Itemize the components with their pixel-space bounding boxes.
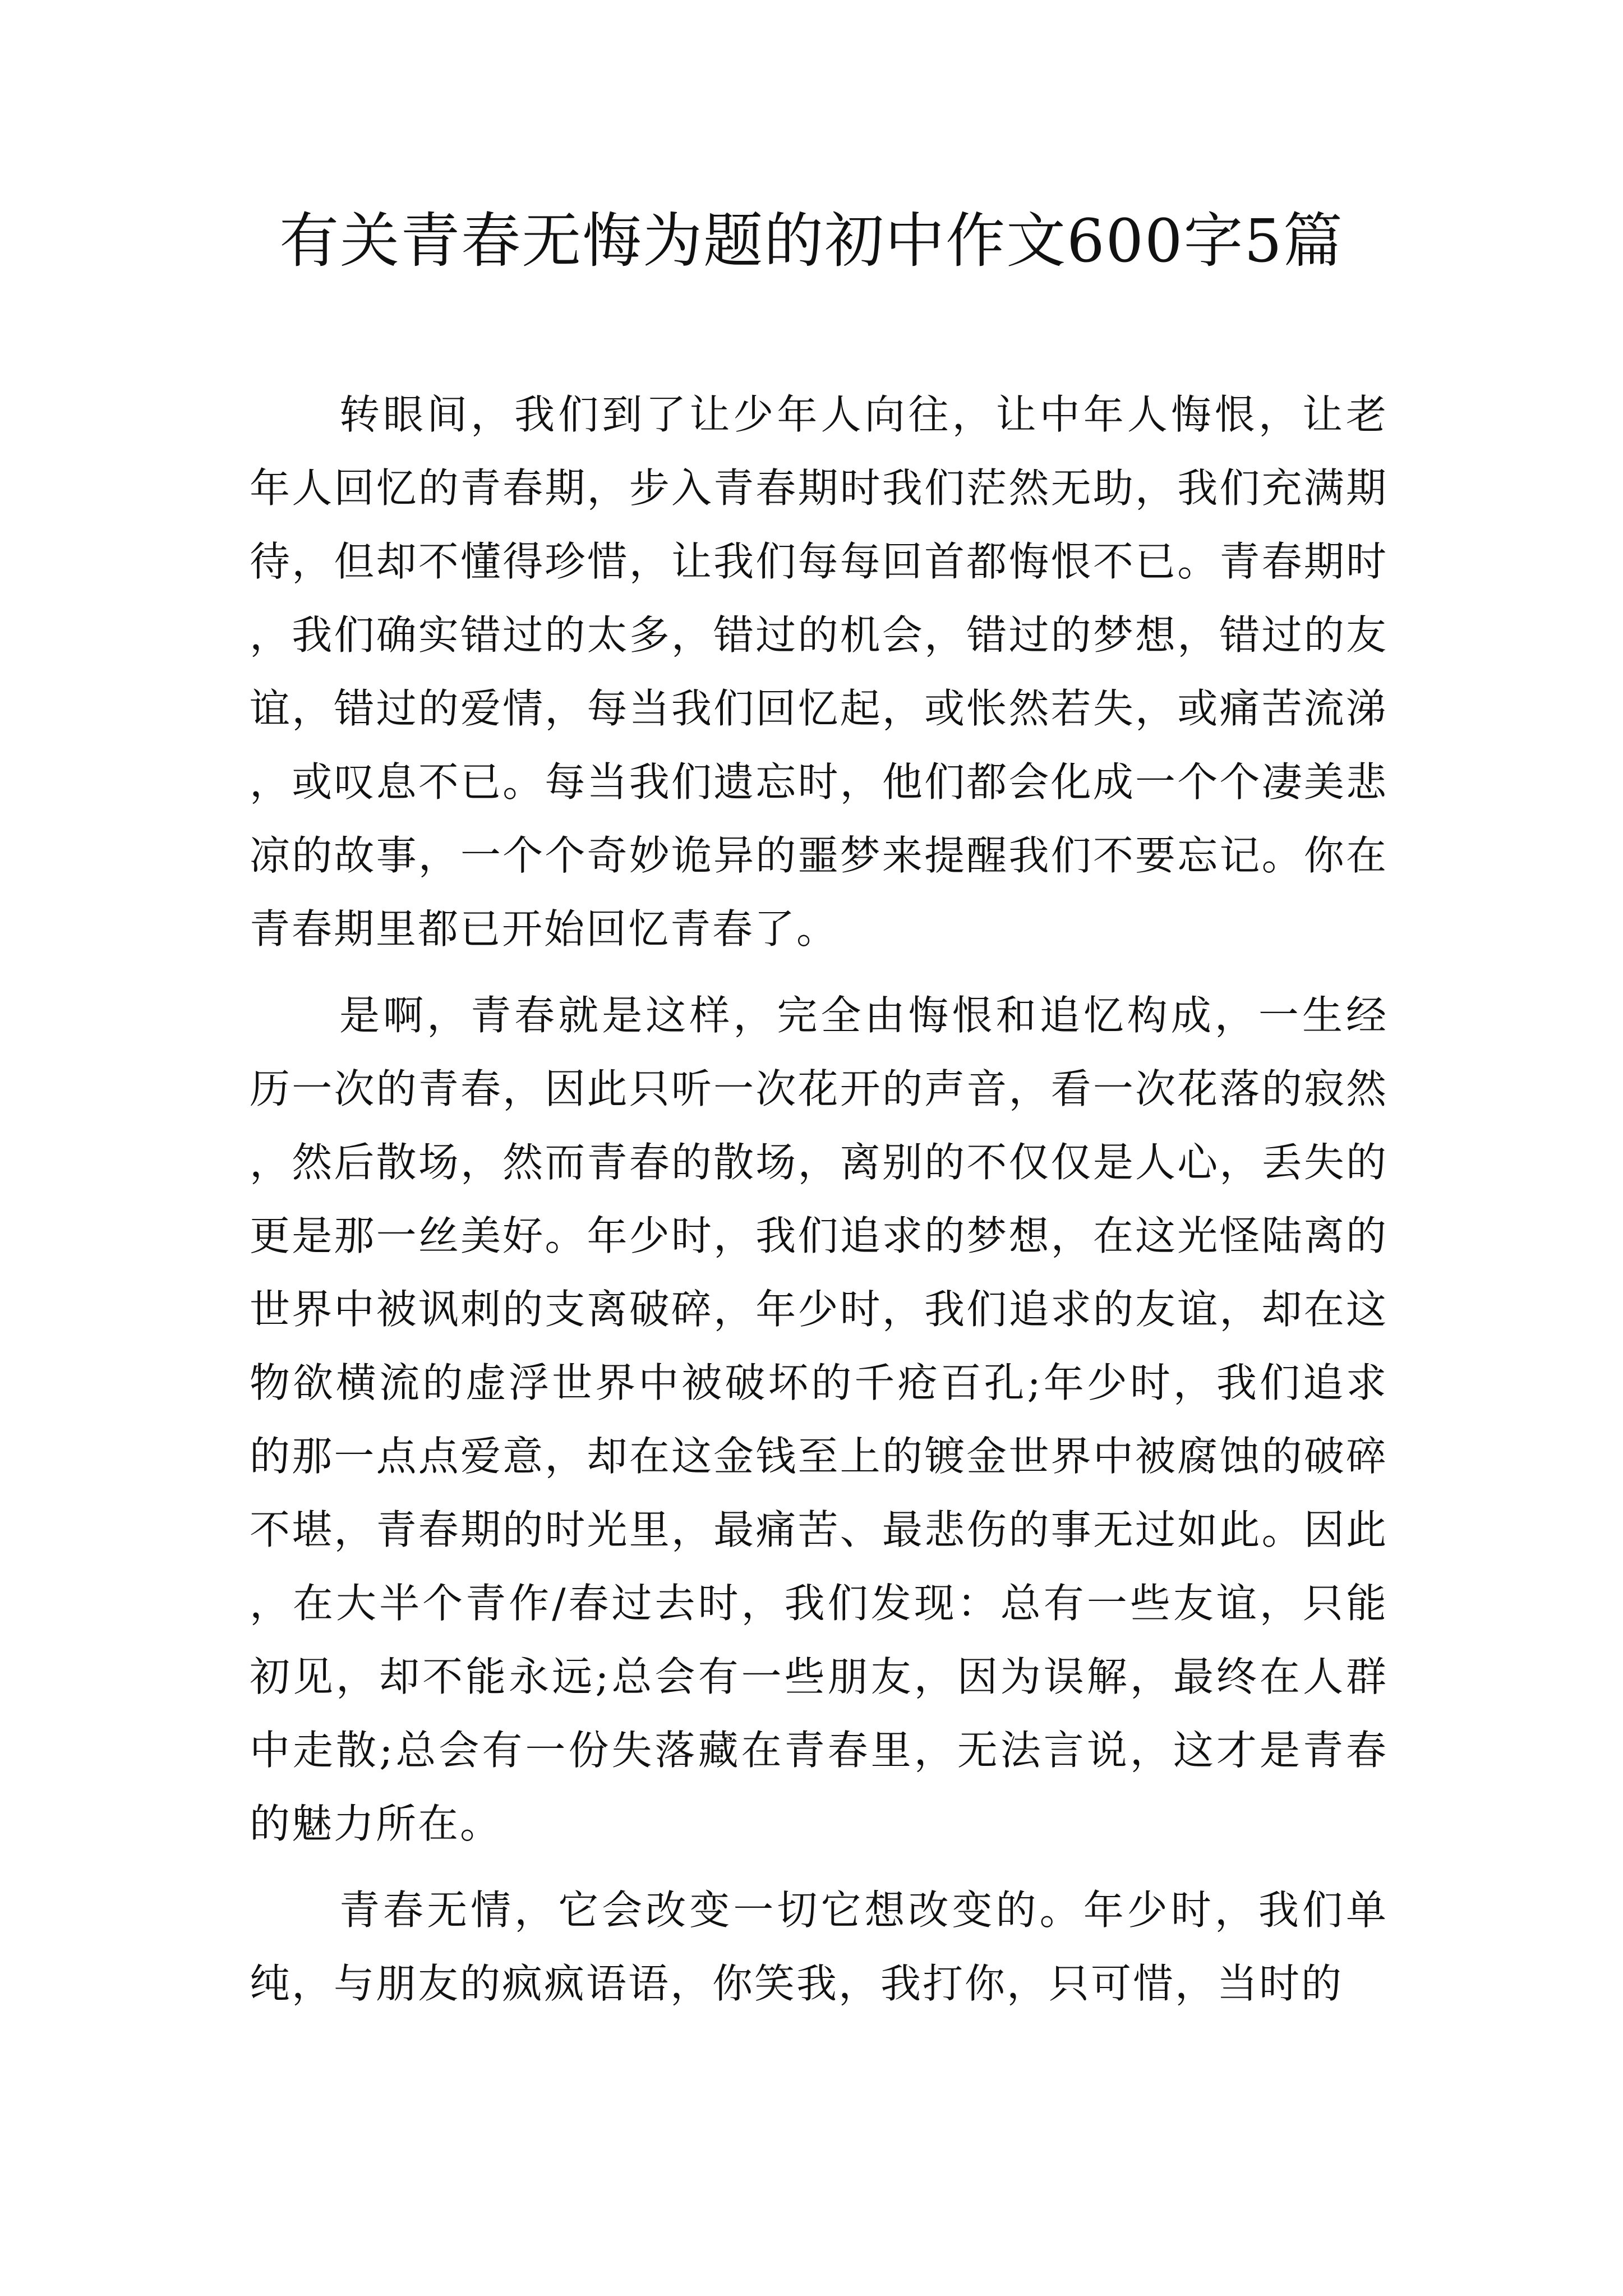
- document-title: 有关青春无悔为题的初中作文600字5篇: [279, 206, 1344, 275]
- paragraph-3: 青春无情，它会改变一切它想改变的。年少时，我们单纯，与朋友的疯疯语语，你笑我，我打你，只可惜，当时的: [250, 1887, 1388, 2007]
- paragraph-1: 转眼间，我们到了让少年人向往，让中年人悔恨，让老年人回忆的青春期，步入青春期时我们茫然无助，我们充满期待，但却不懂得珍惜，让我们每每回首都悔恨不已。青春期时，我们确实错过的太多，错过的机会，错过的梦想，错过的友谊，错过的爱情，每当我们回忆起，或怅然若失，或痛苦流涕，或叹息不已。每当我们遗忘时，他们都会化成一个个凄美悲凉的故事，一个个奇妙诡异的噩梦来提醒我们不要忘记。你在青春期里都已开始回忆青春了。: [250, 391, 1388, 953]
- document-body: [250, 378, 1388, 2033]
- paragraph-2: 是啊，青春就是这样，完全由悔恨和追忆构成，一生经历一次的青春，因此只听一次花开的声音，看一次花落的寂然，然后散场，然而青春的散场，离别的不仅仅是人心，丢失的更是那一丝美好。年少时，我们追求的梦想，在这光怪陆离的世界中被讽刺的支离破碎，年少时，我们追求的友谊，却在这物欲横流的虚浮世界中被破坏的千疮百孔;年少时，我们追求的那一点点爱意，却在这金钱至上的镀金世界中被腐蚀的破碎不堪，青春期的时光里，最痛苦、最悲伤的事无过如此。因此，在大半个青作/春过去时，我们发现：总有一些友谊，只能初见，却不能永远;总会有一些朋友，因为误解，最终在人群中走散;总会有一份失落藏在青春里，无法言说，这才是青春的魅力所在。: [250, 992, 1388, 1847]
